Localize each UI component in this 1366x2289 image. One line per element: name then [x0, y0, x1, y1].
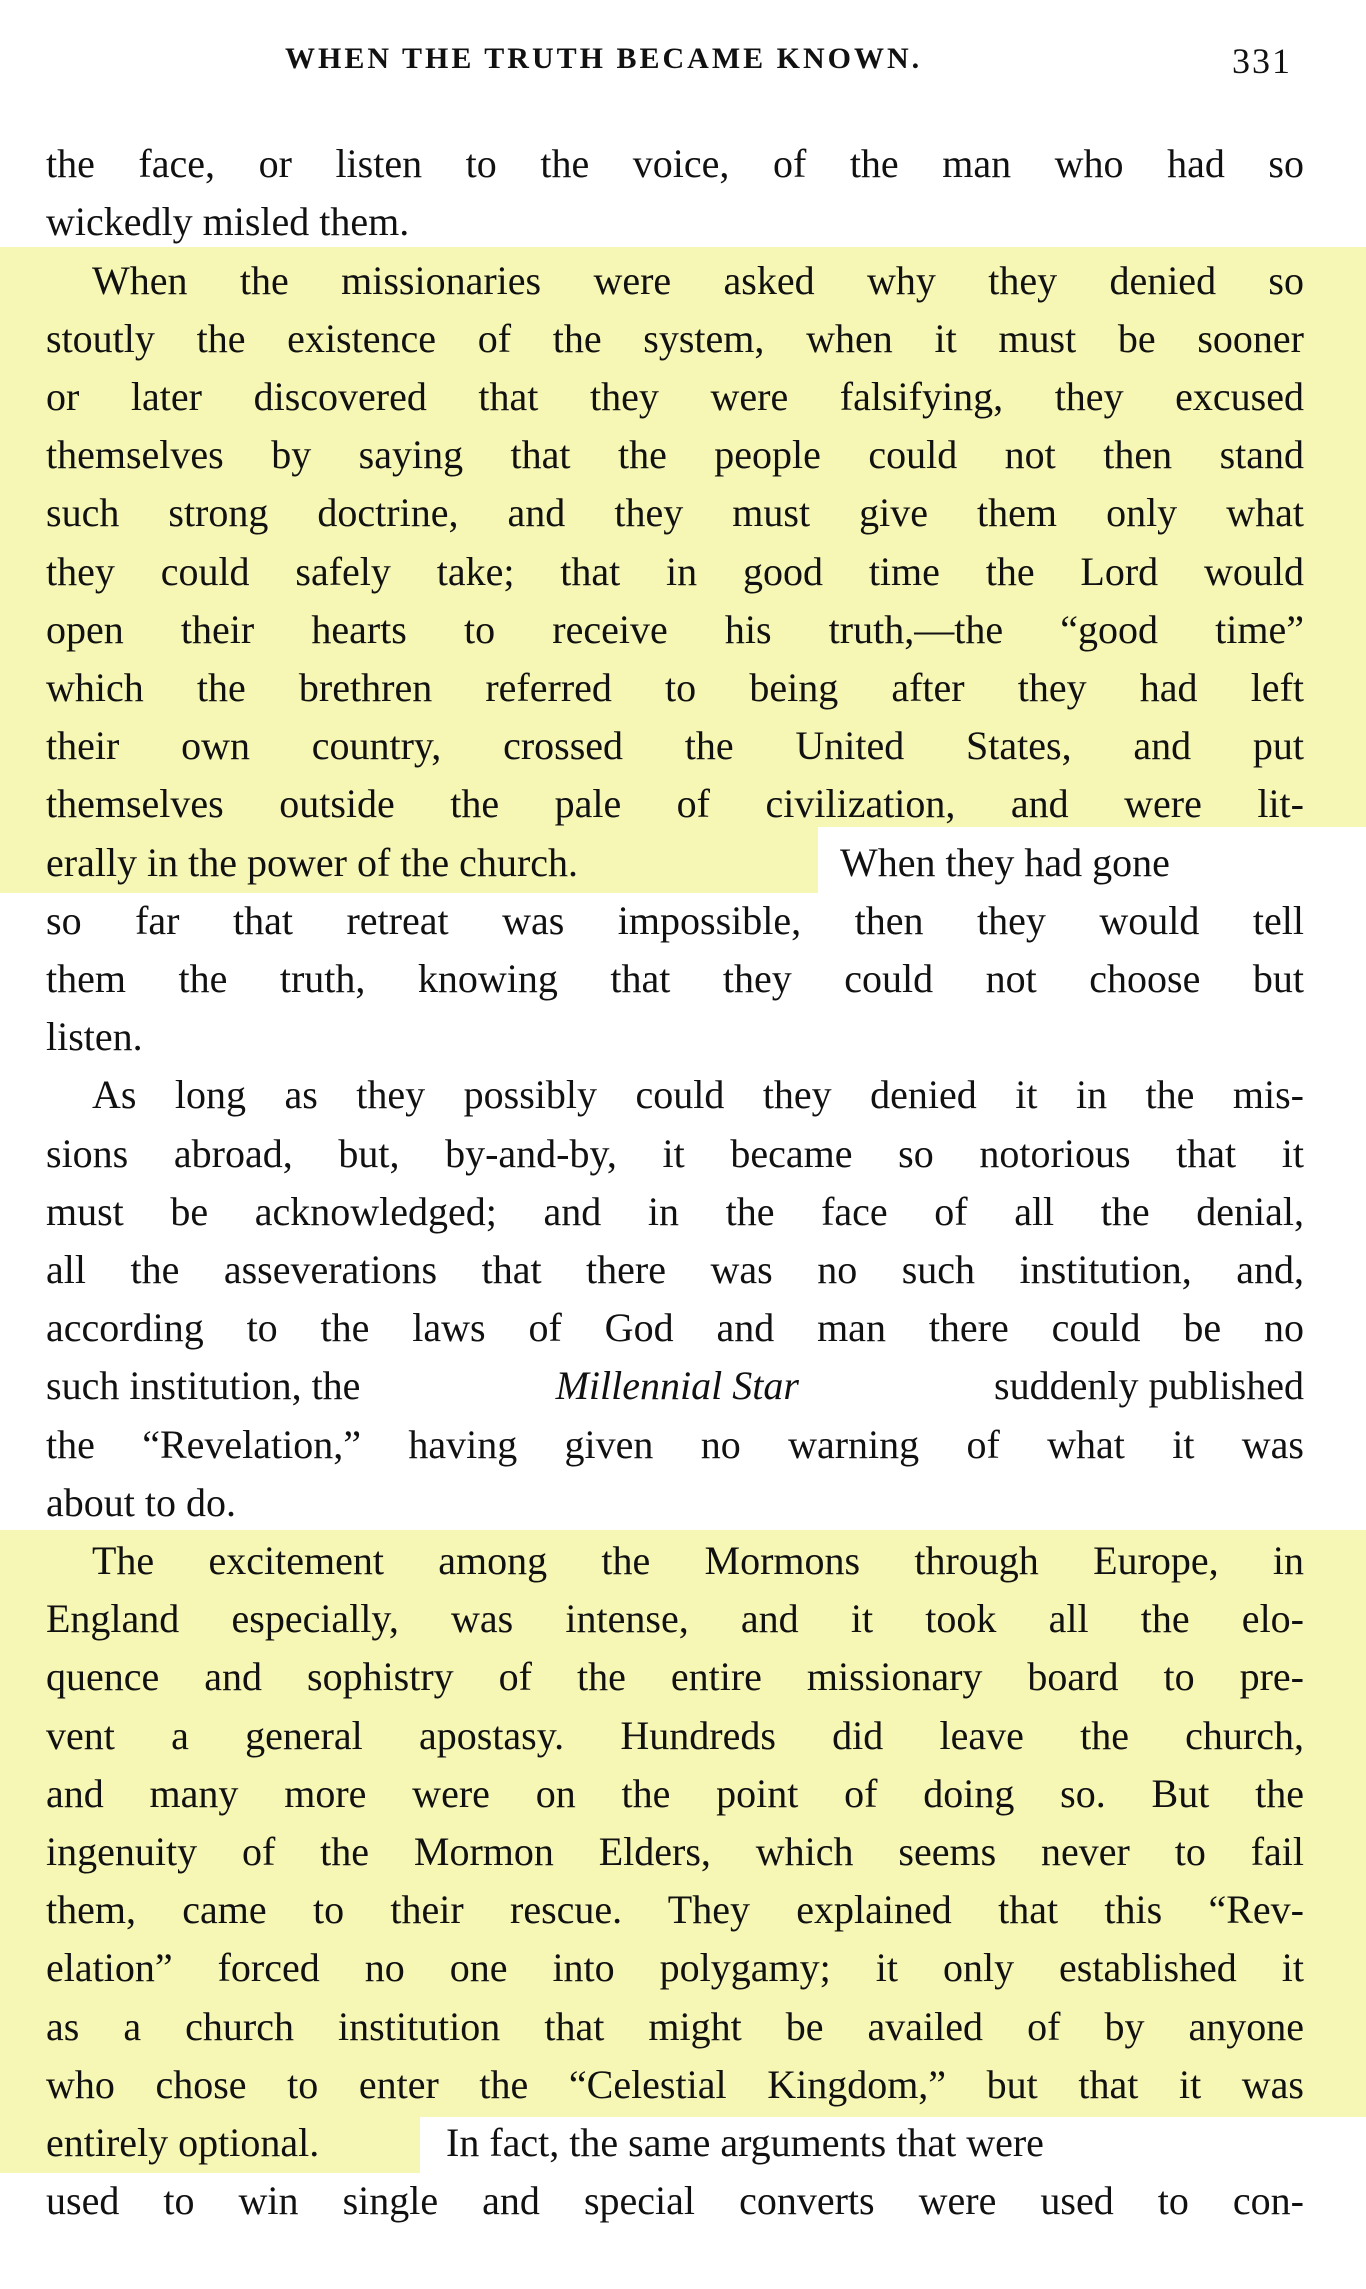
- text-line: they could safely take; that in good time the Lord would: [46, 549, 1304, 594]
- periodical-title: Millennial Star: [555, 1363, 799, 1408]
- text-line-continuation: In fact, the same arguments that were: [446, 2120, 1044, 2165]
- text-line: used to win single and special converts were used to con-: [46, 2178, 1304, 2223]
- text-segment: such institution, the: [46, 1363, 361, 1408]
- text-line: which the brethren referred to being after they had left: [46, 665, 1304, 710]
- text-line: such strong doctrine, and they must give them only what: [46, 490, 1304, 535]
- text-line: and many more were on the point of doing so. But the: [46, 1771, 1304, 1816]
- running-title: WHEN THE TRUTH BECAME KNOWN.: [285, 42, 923, 75]
- text-line: about to do.: [46, 1480, 236, 1525]
- text-line: sions abroad, but, by-and-by, it became so notorious that it: [46, 1131, 1304, 1176]
- highlighted-sentence-end: erally in the power of the church.: [46, 840, 579, 885]
- text-line: them, came to their rescue. They explained that this “Rev-: [46, 1887, 1304, 1932]
- text-line: themselves outside the pale of civilization, and were lit-: [46, 781, 1304, 826]
- text-line: listen.: [46, 1014, 143, 1059]
- text-line: their own country, crossed the United States, and put: [46, 723, 1304, 768]
- text-line: must be acknowledged; and in the face of all the denial,: [46, 1189, 1304, 1234]
- text-line: vent a general apostasy. Hundreds did leave the church,: [46, 1713, 1304, 1758]
- highlighted-sentence-end: entirely optional.: [46, 2120, 320, 2165]
- text-line: them the truth, knowing that they could not choose but: [46, 956, 1304, 1001]
- text-line: themselves by saying that the people could not then stand: [46, 432, 1304, 477]
- text-line: according to the laws of God and man there could be no: [46, 1305, 1304, 1350]
- text-line: ingenuity of the Mormon Elders, which seems never to fail: [46, 1829, 1304, 1874]
- text-line: the “Revelation,” having given no warning of what it was: [46, 1422, 1304, 1467]
- text-line: elation” forced no one into polygamy; it only established it: [46, 1945, 1304, 1990]
- text-line: as a church institution that might be availed of by anyone: [46, 2004, 1304, 2049]
- text-line: who chose to enter the “Celestial Kingdom,” but that it was: [46, 2062, 1304, 2107]
- text-line: stoutly the existence of the system, when it must be sooner: [46, 316, 1304, 361]
- page-header: [0, 40, 1366, 90]
- text-line: or later discovered that they were falsifying, they excused: [46, 374, 1304, 419]
- text-line: all the asseverations that there was no such institution, and,: [46, 1247, 1304, 1292]
- text-line: [46, 1357, 1304, 1415]
- paragraph-start-line: As long as they possibly could they denied it in the mis-: [92, 1072, 1304, 1117]
- paragraph-start-line: The excitement among the Mormons through Europe, in: [92, 1538, 1304, 1583]
- text-line-continuation: When they had gone: [840, 840, 1170, 885]
- text-line: so far that retreat was impossible, then they would tell: [46, 898, 1304, 943]
- text-line: England especially, was intense, and it took all the elo-: [46, 1596, 1304, 1641]
- text-segment: suddenly published: [994, 1363, 1304, 1408]
- paragraph-start-line: When the missionaries were asked why they denied so: [92, 258, 1304, 303]
- text-line: wickedly misled them.: [46, 199, 410, 244]
- text-line: quence and sophistry of the entire missionary board to pre-: [46, 1654, 1304, 1699]
- text-line: open their hearts to receive his truth,—the “good time”: [46, 607, 1304, 652]
- page-number: 331: [1232, 41, 1292, 81]
- text-line: the face, or listen to the voice, of the man who had so: [46, 141, 1304, 186]
